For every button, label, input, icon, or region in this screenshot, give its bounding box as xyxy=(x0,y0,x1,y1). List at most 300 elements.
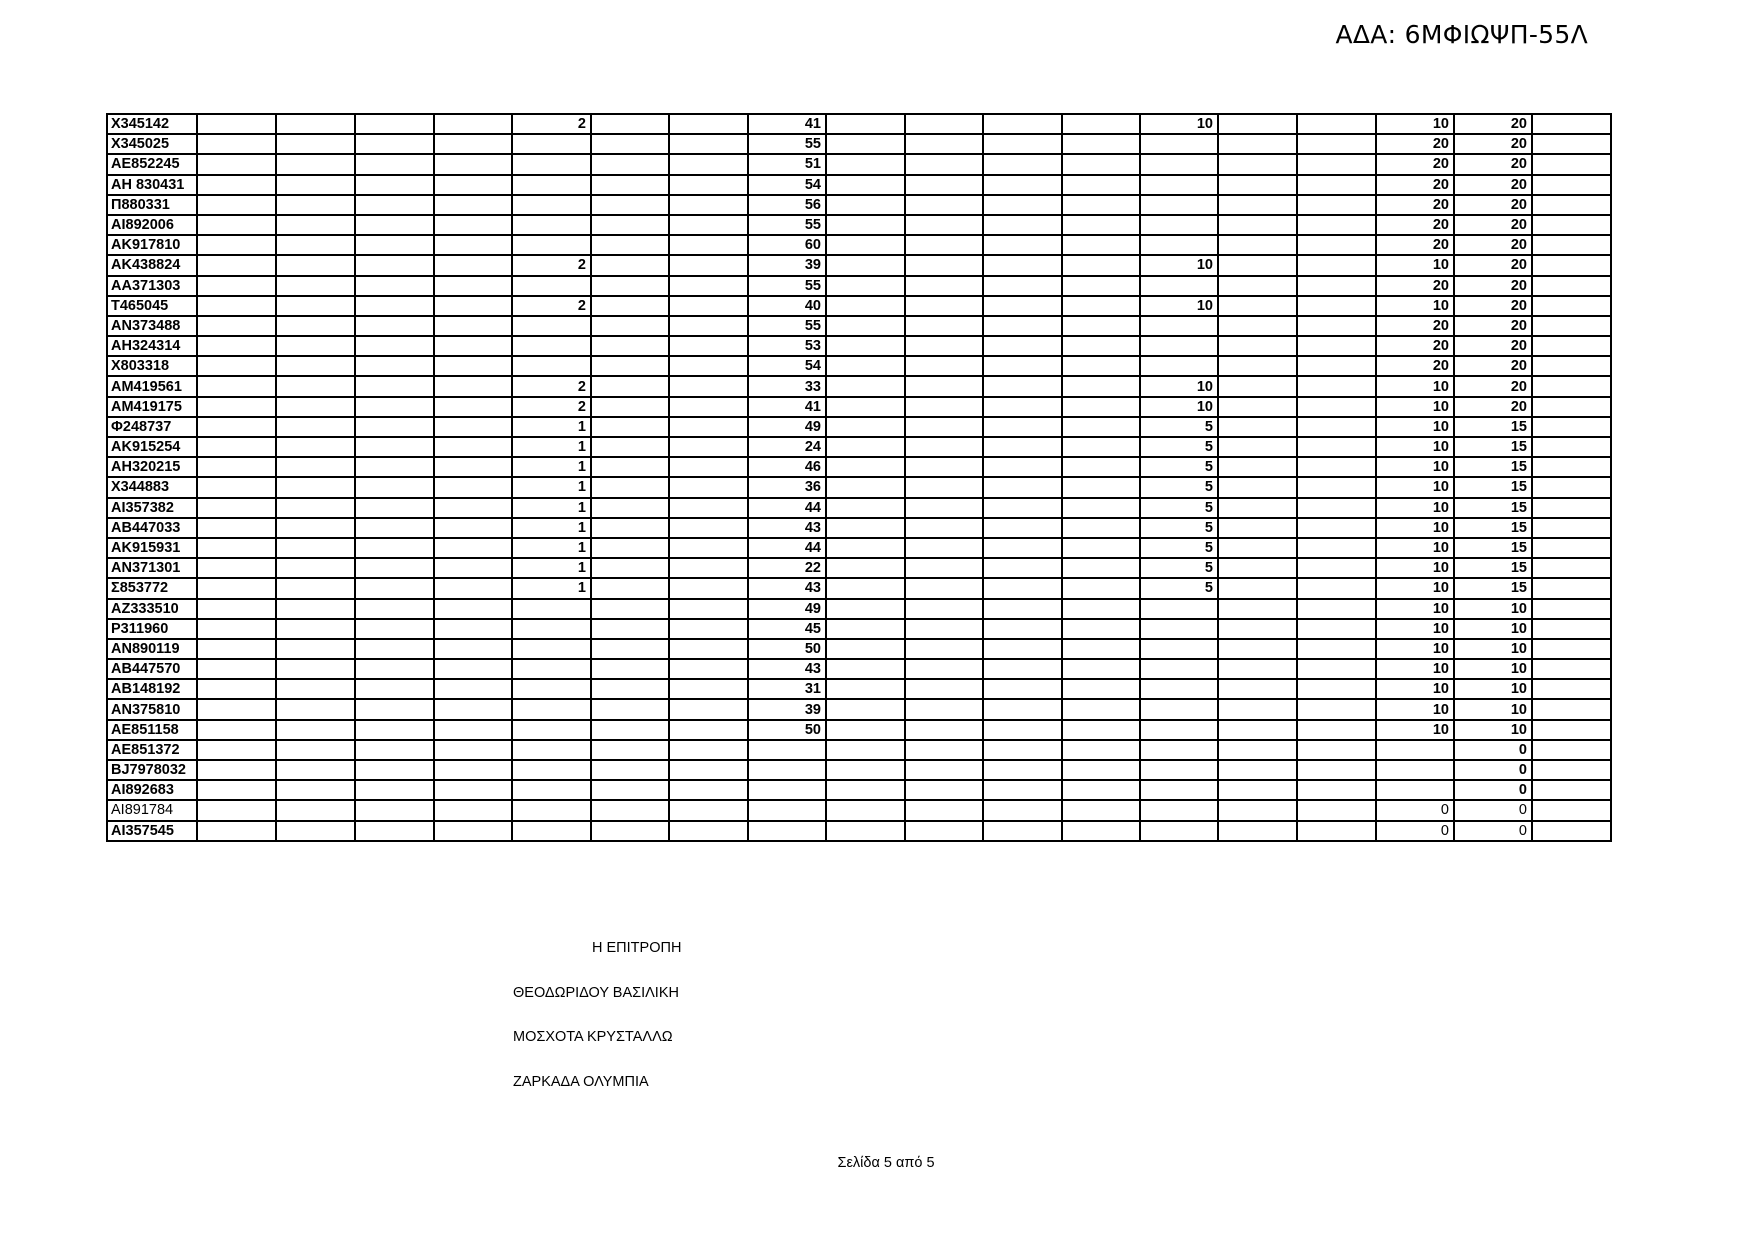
empty-cell xyxy=(1218,518,1297,538)
empty-cell xyxy=(355,679,434,699)
empty-cell xyxy=(355,235,434,255)
empty-cell xyxy=(1532,780,1611,800)
empty-cell xyxy=(1297,599,1376,619)
empty-cell xyxy=(355,760,434,780)
empty-cell xyxy=(1218,679,1297,699)
empty-cell xyxy=(1532,336,1611,356)
empty-cell xyxy=(197,639,276,659)
empty-cell xyxy=(905,437,983,457)
empty-cell xyxy=(1532,417,1611,437)
empty-cell xyxy=(434,154,512,174)
empty-cell xyxy=(434,195,512,215)
empty-cell xyxy=(669,397,748,417)
empty-cell xyxy=(1297,518,1376,538)
empty-cell xyxy=(434,821,512,841)
empty-cell xyxy=(983,498,1062,518)
empty-cell xyxy=(826,437,905,457)
total-cell: 0 xyxy=(1454,780,1532,800)
value-cell xyxy=(1140,699,1218,719)
total-cell: 0 xyxy=(1454,740,1532,760)
empty-cell xyxy=(1062,417,1140,437)
empty-cell xyxy=(669,235,748,255)
empty-cell xyxy=(197,417,276,437)
empty-cell xyxy=(591,134,669,154)
empty-cell xyxy=(983,720,1062,740)
empty-cell xyxy=(276,175,355,195)
total-cell: 15 xyxy=(1454,558,1532,578)
empty-cell xyxy=(1532,175,1611,195)
empty-cell xyxy=(355,114,434,134)
empty-cell xyxy=(1532,477,1611,497)
empty-cell xyxy=(1297,538,1376,558)
empty-cell xyxy=(434,437,512,457)
value-cell xyxy=(512,821,591,841)
total-cell: 0 xyxy=(1454,760,1532,780)
empty-cell xyxy=(905,336,983,356)
value-cell: 2 xyxy=(512,255,591,275)
table-row xyxy=(107,175,1611,195)
value-cell xyxy=(512,276,591,296)
empty-cell xyxy=(276,821,355,841)
value-cell xyxy=(512,639,591,659)
empty-cell xyxy=(826,538,905,558)
empty-cell xyxy=(826,336,905,356)
empty-cell xyxy=(1532,114,1611,134)
value-cell: 20 xyxy=(1376,215,1454,235)
table-row xyxy=(107,376,1611,396)
total-cell: 20 xyxy=(1454,397,1532,417)
empty-cell xyxy=(355,336,434,356)
empty-cell xyxy=(1532,356,1611,376)
empty-cell xyxy=(1062,376,1140,396)
empty-cell xyxy=(669,720,748,740)
value-cell: 40 xyxy=(748,296,826,316)
total-cell: 20 xyxy=(1454,215,1532,235)
empty-cell xyxy=(197,316,276,336)
table-row xyxy=(107,740,1611,760)
empty-cell xyxy=(905,316,983,336)
empty-cell xyxy=(1218,699,1297,719)
empty-cell xyxy=(905,195,983,215)
empty-cell xyxy=(434,699,512,719)
value-cell: 1 xyxy=(512,578,591,598)
empty-cell xyxy=(983,477,1062,497)
empty-cell xyxy=(434,558,512,578)
table-row xyxy=(107,498,1611,518)
table-row xyxy=(107,134,1611,154)
value-cell xyxy=(512,316,591,336)
empty-cell xyxy=(905,397,983,417)
value-cell: 24 xyxy=(748,437,826,457)
empty-cell xyxy=(197,558,276,578)
table-row xyxy=(107,639,1611,659)
total-cell: 15 xyxy=(1454,518,1532,538)
empty-cell xyxy=(197,457,276,477)
empty-cell xyxy=(591,498,669,518)
empty-cell xyxy=(197,599,276,619)
empty-cell xyxy=(905,477,983,497)
empty-cell xyxy=(1218,316,1297,336)
table-row xyxy=(107,720,1611,740)
empty-cell xyxy=(1532,255,1611,275)
table-row xyxy=(107,619,1611,639)
empty-cell xyxy=(669,417,748,437)
empty-cell xyxy=(1218,175,1297,195)
empty-cell xyxy=(669,538,748,558)
candidate-id-cell: AI892683 xyxy=(107,780,197,800)
empty-cell xyxy=(591,518,669,538)
empty-cell xyxy=(1218,154,1297,174)
empty-cell xyxy=(669,276,748,296)
empty-cell xyxy=(591,760,669,780)
value-cell: 1 xyxy=(512,417,591,437)
empty-cell xyxy=(276,518,355,538)
empty-cell xyxy=(1062,720,1140,740)
empty-cell xyxy=(591,316,669,336)
value-cell xyxy=(1140,215,1218,235)
empty-cell xyxy=(1532,154,1611,174)
empty-cell xyxy=(1297,276,1376,296)
empty-cell xyxy=(905,498,983,518)
empty-cell xyxy=(1218,134,1297,154)
empty-cell xyxy=(1062,498,1140,518)
empty-cell xyxy=(276,498,355,518)
value-cell xyxy=(1376,780,1454,800)
empty-cell xyxy=(905,417,983,437)
empty-cell xyxy=(669,437,748,457)
empty-cell xyxy=(1062,356,1140,376)
table-row xyxy=(107,195,1611,215)
value-cell xyxy=(748,760,826,780)
value-cell: 43 xyxy=(748,659,826,679)
empty-cell xyxy=(826,457,905,477)
empty-cell xyxy=(434,498,512,518)
empty-cell xyxy=(1062,780,1140,800)
empty-cell xyxy=(1297,437,1376,457)
empty-cell xyxy=(905,175,983,195)
value-cell xyxy=(1376,760,1454,780)
total-cell: 10 xyxy=(1454,679,1532,699)
empty-cell xyxy=(1062,296,1140,316)
value-cell xyxy=(512,356,591,376)
empty-cell xyxy=(983,780,1062,800)
candidate-id-cell: AN371301 xyxy=(107,558,197,578)
empty-cell xyxy=(1297,114,1376,134)
value-cell xyxy=(512,619,591,639)
value-cell: 10 xyxy=(1376,518,1454,538)
empty-cell xyxy=(355,417,434,437)
candidate-id-cell: AN373488 xyxy=(107,316,197,336)
empty-cell xyxy=(197,740,276,760)
candidate-id-cell: AH320215 xyxy=(107,457,197,477)
table-row xyxy=(107,780,1611,800)
value-cell: 51 xyxy=(748,154,826,174)
empty-cell xyxy=(1297,639,1376,659)
candidate-id-cell: X344883 xyxy=(107,477,197,497)
empty-cell xyxy=(826,215,905,235)
empty-cell xyxy=(826,417,905,437)
empty-cell xyxy=(983,800,1062,820)
candidate-id-cell: BJ7978032 xyxy=(107,760,197,780)
empty-cell xyxy=(1297,740,1376,760)
value-cell: 55 xyxy=(748,215,826,235)
empty-cell xyxy=(1218,599,1297,619)
empty-cell xyxy=(983,316,1062,336)
value-cell xyxy=(1140,276,1218,296)
value-cell xyxy=(1140,235,1218,255)
value-cell: 2 xyxy=(512,376,591,396)
empty-cell xyxy=(591,336,669,356)
empty-cell xyxy=(197,296,276,316)
empty-cell xyxy=(355,821,434,841)
total-cell: 20 xyxy=(1454,195,1532,215)
value-cell xyxy=(1140,780,1218,800)
empty-cell xyxy=(276,800,355,820)
empty-cell xyxy=(591,740,669,760)
empty-cell xyxy=(591,780,669,800)
candidate-id-cell: AK917810 xyxy=(107,235,197,255)
empty-cell xyxy=(905,679,983,699)
empty-cell xyxy=(669,134,748,154)
value-cell xyxy=(1140,154,1218,174)
value-cell: 10 xyxy=(1376,255,1454,275)
value-cell: 5 xyxy=(1140,538,1218,558)
empty-cell xyxy=(1297,235,1376,255)
empty-cell xyxy=(591,639,669,659)
value-cell: 1 xyxy=(512,538,591,558)
table-row xyxy=(107,599,1611,619)
empty-cell xyxy=(826,235,905,255)
table-row xyxy=(107,235,1611,255)
value-cell xyxy=(512,175,591,195)
value-cell: 41 xyxy=(748,114,826,134)
empty-cell xyxy=(1297,457,1376,477)
empty-cell xyxy=(1062,821,1140,841)
empty-cell xyxy=(983,154,1062,174)
candidate-id-cell: AE851372 xyxy=(107,740,197,760)
value-cell: 2 xyxy=(512,397,591,417)
empty-cell xyxy=(905,800,983,820)
empty-cell xyxy=(1532,538,1611,558)
empty-cell xyxy=(434,780,512,800)
value-cell xyxy=(512,336,591,356)
empty-cell xyxy=(1218,659,1297,679)
candidate-id-cell: AI357382 xyxy=(107,498,197,518)
empty-cell xyxy=(591,800,669,820)
empty-cell xyxy=(826,639,905,659)
value-cell xyxy=(1140,740,1218,760)
empty-cell xyxy=(1532,518,1611,538)
empty-cell xyxy=(1297,175,1376,195)
value-cell: 39 xyxy=(748,255,826,275)
empty-cell xyxy=(826,780,905,800)
empty-cell xyxy=(826,175,905,195)
value-cell: 1 xyxy=(512,457,591,477)
value-cell: 49 xyxy=(748,599,826,619)
empty-cell xyxy=(1532,659,1611,679)
candidate-id-cell: Π880331 xyxy=(107,195,197,215)
empty-cell xyxy=(1062,114,1140,134)
empty-cell xyxy=(1218,336,1297,356)
empty-cell xyxy=(1532,639,1611,659)
empty-cell xyxy=(826,276,905,296)
empty-cell xyxy=(669,558,748,578)
empty-cell xyxy=(1297,336,1376,356)
table-row xyxy=(107,558,1611,578)
empty-cell xyxy=(983,235,1062,255)
value-cell: 20 xyxy=(1376,316,1454,336)
empty-cell xyxy=(197,356,276,376)
empty-cell xyxy=(591,235,669,255)
total-cell: 15 xyxy=(1454,578,1532,598)
empty-cell xyxy=(434,538,512,558)
table-row xyxy=(107,397,1611,417)
results-table xyxy=(106,113,1612,842)
empty-cell xyxy=(197,175,276,195)
empty-cell xyxy=(276,215,355,235)
empty-cell xyxy=(1532,195,1611,215)
empty-cell xyxy=(1218,457,1297,477)
committee-member-1: ΘΕΟΔΩΡΙΔΟΥ ΒΑΣΙΛΙΚΗ xyxy=(513,985,679,1001)
empty-cell xyxy=(1297,659,1376,679)
total-cell: 20 xyxy=(1454,134,1532,154)
empty-cell xyxy=(591,599,669,619)
value-cell xyxy=(512,215,591,235)
empty-cell xyxy=(983,679,1062,699)
empty-cell xyxy=(1532,215,1611,235)
empty-cell xyxy=(669,316,748,336)
value-cell: 10 xyxy=(1140,397,1218,417)
empty-cell xyxy=(905,518,983,538)
value-cell: 20 xyxy=(1376,154,1454,174)
empty-cell xyxy=(1532,296,1611,316)
empty-cell xyxy=(1218,760,1297,780)
empty-cell xyxy=(905,760,983,780)
value-cell: 20 xyxy=(1376,175,1454,195)
value-cell: 10 xyxy=(1376,699,1454,719)
value-cell xyxy=(1140,134,1218,154)
empty-cell xyxy=(276,477,355,497)
total-cell: 10 xyxy=(1454,639,1532,659)
empty-cell xyxy=(669,780,748,800)
empty-cell xyxy=(669,356,748,376)
empty-cell xyxy=(1532,498,1611,518)
empty-cell xyxy=(1532,316,1611,336)
value-cell xyxy=(1140,639,1218,659)
empty-cell xyxy=(591,699,669,719)
empty-cell xyxy=(905,356,983,376)
empty-cell xyxy=(591,538,669,558)
total-cell: 15 xyxy=(1454,498,1532,518)
empty-cell xyxy=(1532,720,1611,740)
empty-cell xyxy=(983,578,1062,598)
empty-cell xyxy=(276,235,355,255)
empty-cell xyxy=(669,699,748,719)
value-cell: 1 xyxy=(512,558,591,578)
page-number: Σελίδα 5 από 5 xyxy=(837,1155,935,1171)
table-row xyxy=(107,154,1611,174)
value-cell: 39 xyxy=(748,699,826,719)
empty-cell xyxy=(826,296,905,316)
value-cell: 20 xyxy=(1376,276,1454,296)
empty-cell xyxy=(905,780,983,800)
total-cell: 10 xyxy=(1454,619,1532,639)
candidate-id-cell: X803318 xyxy=(107,356,197,376)
empty-cell xyxy=(1532,699,1611,719)
empty-cell xyxy=(434,760,512,780)
empty-cell xyxy=(983,215,1062,235)
empty-cell xyxy=(355,134,434,154)
table-row xyxy=(107,316,1611,336)
value-cell xyxy=(512,195,591,215)
empty-cell xyxy=(1062,316,1140,336)
empty-cell xyxy=(1297,821,1376,841)
value-cell: 10 xyxy=(1140,376,1218,396)
empty-cell xyxy=(983,114,1062,134)
table-row xyxy=(107,296,1611,316)
empty-cell xyxy=(1218,558,1297,578)
empty-cell xyxy=(276,397,355,417)
empty-cell xyxy=(983,538,1062,558)
empty-cell xyxy=(1297,720,1376,740)
table-row xyxy=(107,679,1611,699)
empty-cell xyxy=(1062,558,1140,578)
value-cell: 49 xyxy=(748,417,826,437)
empty-cell xyxy=(983,397,1062,417)
empty-cell xyxy=(1062,195,1140,215)
value-cell: 10 xyxy=(1376,417,1454,437)
empty-cell xyxy=(905,699,983,719)
empty-cell xyxy=(1218,255,1297,275)
value-cell: 2 xyxy=(512,114,591,134)
value-cell: 10 xyxy=(1376,538,1454,558)
empty-cell xyxy=(1062,538,1140,558)
empty-cell xyxy=(1218,498,1297,518)
empty-cell xyxy=(1532,457,1611,477)
empty-cell xyxy=(591,154,669,174)
empty-cell xyxy=(1532,599,1611,619)
empty-cell xyxy=(669,659,748,679)
empty-cell xyxy=(197,154,276,174)
empty-cell xyxy=(1218,437,1297,457)
empty-cell xyxy=(1532,740,1611,760)
empty-cell xyxy=(434,296,512,316)
empty-cell xyxy=(276,336,355,356)
empty-cell xyxy=(1218,356,1297,376)
total-cell: 10 xyxy=(1454,720,1532,740)
empty-cell xyxy=(355,195,434,215)
empty-cell xyxy=(276,740,355,760)
empty-cell xyxy=(669,477,748,497)
total-cell: 20 xyxy=(1454,336,1532,356)
committee-member-2: ΜΟΣΧΟΤΑ ΚΡΥΣΤΑΛΛΩ xyxy=(513,1029,673,1045)
value-cell xyxy=(1140,679,1218,699)
candidate-id-cell: AI357545 xyxy=(107,821,197,841)
candidate-id-cell: AM419561 xyxy=(107,376,197,396)
empty-cell xyxy=(434,397,512,417)
empty-cell xyxy=(669,760,748,780)
empty-cell xyxy=(1062,599,1140,619)
empty-cell xyxy=(276,316,355,336)
empty-cell xyxy=(669,821,748,841)
value-cell xyxy=(1140,599,1218,619)
empty-cell xyxy=(1532,437,1611,457)
empty-cell xyxy=(1297,558,1376,578)
empty-cell xyxy=(434,134,512,154)
empty-cell xyxy=(1532,558,1611,578)
value-cell: 10 xyxy=(1376,679,1454,699)
total-cell: 20 xyxy=(1454,356,1532,376)
